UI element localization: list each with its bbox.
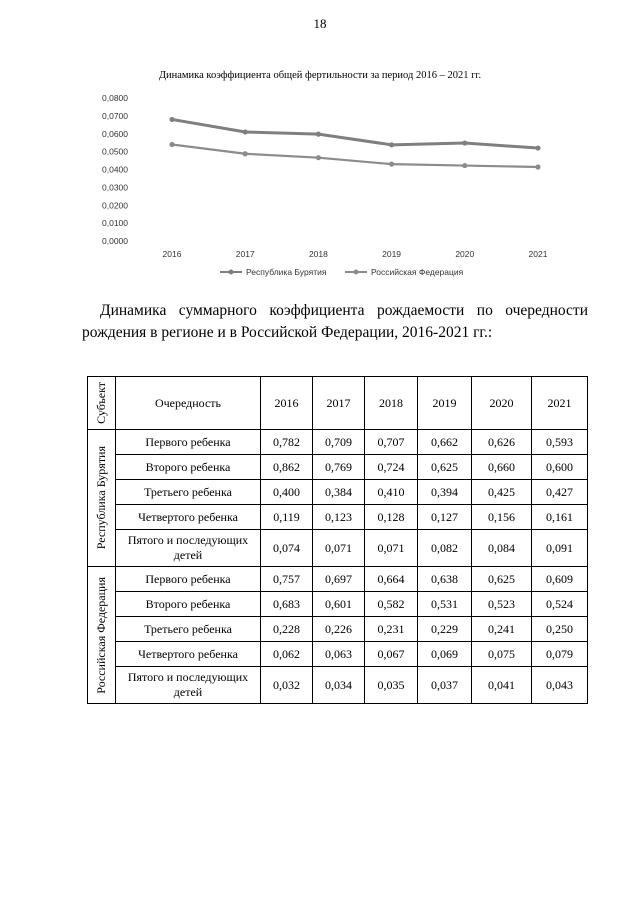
table-row <box>88 592 588 617</box>
subject-header: Субъект <box>88 377 116 430</box>
value-cell: 0,127 <box>418 505 472 530</box>
y-tick-label: 0,0200 <box>102 200 128 211</box>
series-point-2 <box>316 155 321 160</box>
value-cell: 0,069 <box>418 642 472 667</box>
series-point-2 <box>169 142 174 147</box>
x-tick-label: 2016 <box>162 249 182 259</box>
value-cell: 0,035 <box>365 667 418 704</box>
value-cell: 0,625 <box>472 567 532 592</box>
series-point-2 <box>243 151 248 156</box>
table-heading <box>82 300 588 344</box>
x-tick-label: 2017 <box>235 249 255 259</box>
y-tick-label: 0,0300 <box>102 182 128 193</box>
series-point-1 <box>462 140 467 145</box>
table-heading-line-2: рождения в регионе и в Российской Федерации, 2016-2021 гг.: <box>82 324 493 341</box>
value-cell: 0,067 <box>365 642 418 667</box>
legend-marker <box>354 270 359 275</box>
table-row <box>88 480 588 505</box>
y-tick-label: 0,0100 <box>102 218 128 229</box>
value-cell: 0,123 <box>313 505 365 530</box>
order-label-cell: Третьего ребенка <box>116 480 261 505</box>
order-label-cell: Пятого и последующих детей <box>116 530 261 567</box>
value-cell: 0,156 <box>472 505 532 530</box>
year-header: 2021 <box>532 377 588 430</box>
series-point-1 <box>316 132 321 137</box>
value-cell: 0,041 <box>472 667 532 704</box>
value-cell: 0,161 <box>532 505 588 530</box>
value-cell: 0,638 <box>418 567 472 592</box>
series-point-2 <box>389 162 394 167</box>
value-cell: 0,697 <box>313 567 365 592</box>
order-label-cell: Первого ребенка <box>116 430 261 455</box>
y-tick-label: 0,0800 <box>102 93 128 103</box>
value-cell: 0,600 <box>532 455 588 480</box>
value-cell: 0,625 <box>418 455 472 480</box>
order-label-cell: Пятого и последующих детей <box>116 667 261 704</box>
value-cell: 0,241 <box>472 617 532 642</box>
value-cell: 0,226 <box>313 617 365 642</box>
value-cell: 0,757 <box>261 567 313 592</box>
value-cell: 0,062 <box>261 642 313 667</box>
value-cell: 0,128 <box>365 505 418 530</box>
value-cell: 0,523 <box>472 592 532 617</box>
value-cell: 0,683 <box>261 592 313 617</box>
table-row <box>88 430 588 455</box>
table-row <box>88 505 588 530</box>
year-header: 2017 <box>313 377 365 430</box>
x-tick-label: 2021 <box>528 249 548 259</box>
legend-label: Республика Бурятия <box>246 267 327 277</box>
order-label-cell: Четвертого ребенка <box>116 642 261 667</box>
chart-title: Динамика коэффициента общей фертильности за период 2016 – 2021 гг. <box>158 70 482 81</box>
value-cell: 0,071 <box>313 530 365 567</box>
value-cell: 0,582 <box>365 592 418 617</box>
series-point-1 <box>169 117 174 122</box>
value-cell: 0,079 <box>532 642 588 667</box>
value-cell: 0,427 <box>532 480 588 505</box>
series-point-2 <box>535 164 540 169</box>
value-cell: 0,707 <box>365 430 418 455</box>
subject-cell: Республика Бурятия <box>88 430 116 567</box>
value-cell: 0,425 <box>472 480 532 505</box>
y-tick-label: 0,0500 <box>102 146 128 157</box>
table-row <box>88 455 588 480</box>
year-header: 2020 <box>472 377 532 430</box>
value-cell: 0,074 <box>261 530 313 567</box>
value-cell: 0,394 <box>418 480 472 505</box>
value-cell: 0,231 <box>365 617 418 642</box>
value-cell: 0,228 <box>261 617 313 642</box>
value-cell: 0,071 <box>365 530 418 567</box>
value-cell: 0,782 <box>261 430 313 455</box>
value-cell: 0,664 <box>365 567 418 592</box>
value-cell: 0,384 <box>313 480 365 505</box>
year-header: 2018 <box>365 377 418 430</box>
value-cell: 0,082 <box>418 530 472 567</box>
value-cell: 0,593 <box>532 430 588 455</box>
year-header: 2016 <box>261 377 313 430</box>
series-point-2 <box>462 163 467 168</box>
value-cell: 0,601 <box>313 592 365 617</box>
page-number: 18 <box>313 16 327 31</box>
value-cell: 0,660 <box>472 455 532 480</box>
x-tick-label: 2018 <box>308 249 328 259</box>
y-tick-label: 0,0700 <box>102 110 128 121</box>
series-point-1 <box>535 145 540 150</box>
value-cell: 0,724 <box>365 455 418 480</box>
value-cell: 0,410 <box>365 480 418 505</box>
table-header-row <box>88 377 588 430</box>
order-label-cell: Четвертого ребенка <box>116 505 261 530</box>
y-tick-label: 0,0600 <box>102 128 128 139</box>
value-cell: 0,524 <box>532 592 588 617</box>
fertility-line-chart <box>80 62 560 287</box>
value-cell: 0,063 <box>313 642 365 667</box>
value-cell: 0,119 <box>261 505 313 530</box>
table-row <box>88 567 588 592</box>
value-cell: 0,662 <box>418 430 472 455</box>
value-cell: 0,043 <box>532 667 588 704</box>
year-header: 2019 <box>418 377 472 430</box>
series-point-1 <box>389 142 394 147</box>
value-cell: 0,626 <box>472 430 532 455</box>
value-cell: 0,084 <box>472 530 532 567</box>
legend-label: Российская Федерация <box>371 267 464 277</box>
y-tick-label: 0,0400 <box>102 164 128 175</box>
value-cell: 0,075 <box>472 642 532 667</box>
order-label-cell: Третьего ребенка <box>116 617 261 642</box>
table-row <box>88 530 588 567</box>
series-point-1 <box>243 129 248 134</box>
legend-marker <box>229 270 234 275</box>
value-cell: 0,229 <box>418 617 472 642</box>
series-line-2 <box>172 144 538 167</box>
order-header: Очередность <box>116 377 261 430</box>
value-cell: 0,862 <box>261 455 313 480</box>
x-tick-label: 2019 <box>382 249 402 259</box>
value-cell: 0,250 <box>532 617 588 642</box>
order-label-cell: Второго ребенка <box>116 592 261 617</box>
table-row <box>88 642 588 667</box>
value-cell: 0,091 <box>532 530 588 567</box>
birth-order-table <box>87 376 588 704</box>
table-row <box>88 617 588 642</box>
y-tick-label: 0,0000 <box>102 236 128 246</box>
x-tick-label: 2020 <box>455 249 475 259</box>
table-row <box>88 667 588 704</box>
order-label-cell: Первого ребенка <box>116 567 261 592</box>
value-cell: 0,609 <box>532 567 588 592</box>
subject-cell: Российская Федерация <box>88 567 116 704</box>
value-cell: 0,709 <box>313 430 365 455</box>
table-heading-line-1: Динамика суммарного коэффициента рождаемости по очередности <box>100 302 588 319</box>
value-cell: 0,032 <box>261 667 313 704</box>
value-cell: 0,769 <box>313 455 365 480</box>
value-cell: 0,034 <box>313 667 365 704</box>
value-cell: 0,531 <box>418 592 472 617</box>
value-cell: 0,037 <box>418 667 472 704</box>
order-label-cell: Второго ребенка <box>116 455 261 480</box>
value-cell: 0,400 <box>261 480 313 505</box>
series-line-1 <box>172 119 538 148</box>
